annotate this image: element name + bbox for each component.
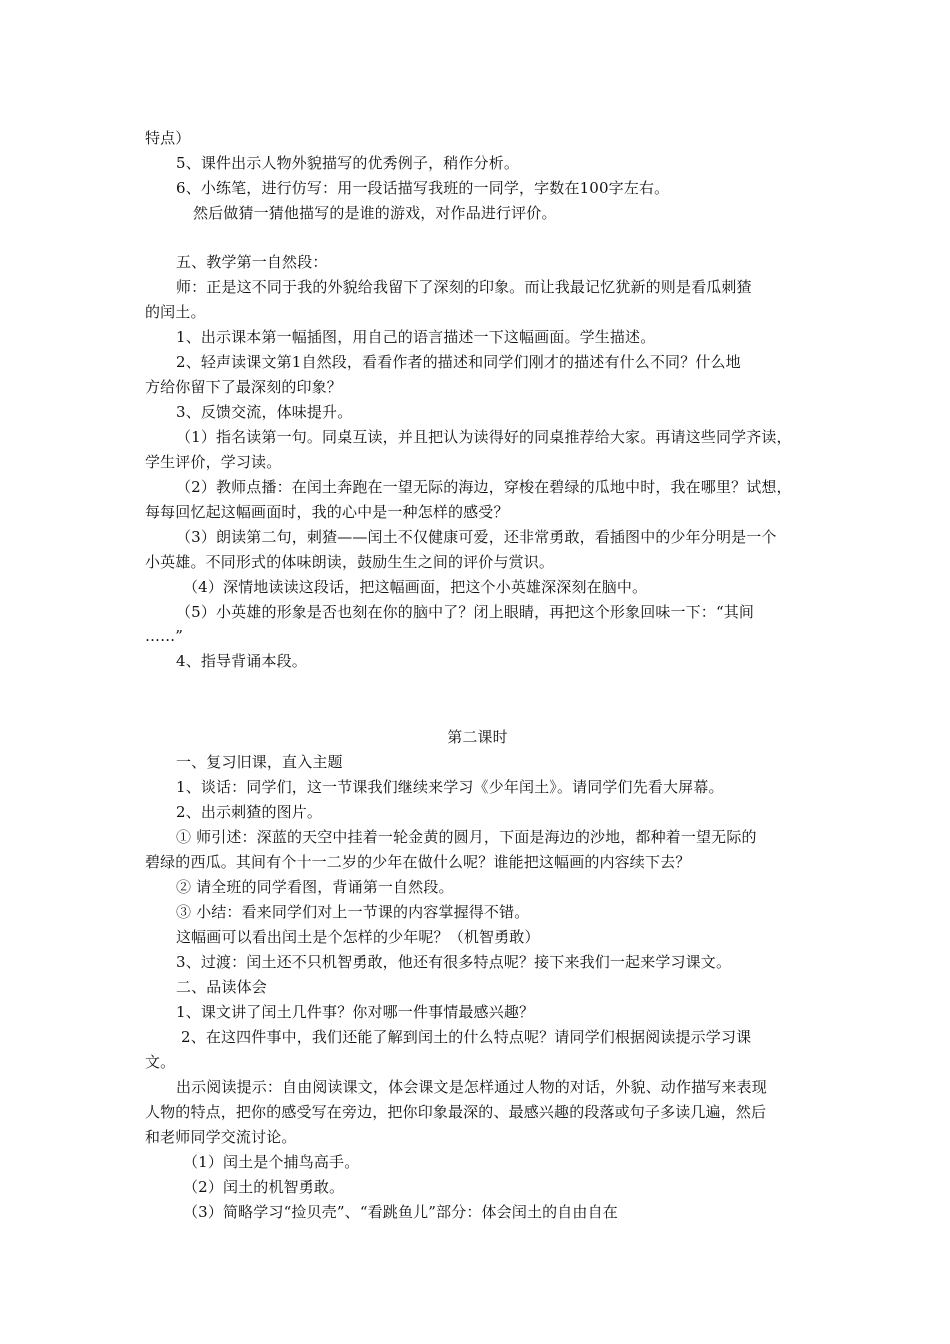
text-line: 的闰土。 (145, 303, 206, 321)
text-line: ③ 小结：看来同学们对上一节课的内容掌握得不错。 (176, 903, 530, 921)
text-line: 1、出示课本第一幅插图，用自己的语言描述一下这幅画面。学生描述。 (176, 328, 656, 346)
text-line: 2、在这四件事中，我们还能了解到闰土的什么特点呢？请同学们根据阅读提示学习课 (181, 1028, 752, 1046)
lesson-title: 第二课时 (447, 728, 508, 746)
text-line: 碧绿的西瓜。其间有个十一二岁的少年在做什么呢？谁能把这幅画的内容续下去？ (145, 853, 691, 871)
text-line: 方给你留下了最深刻的印象？ (145, 378, 342, 396)
text-line: 2、出示刺猹的图片。 (176, 803, 323, 821)
text-line: ① 师引述：深蓝的天空中挂着一轮金黄的圆月，下面是海边的沙地，都种着一望无际的 (176, 828, 757, 846)
text-line: （2）教师点播：在闰土奔跑在一望无际的海边，穿梭在碧绿的瓜地中时，我在哪里？试想， (176, 478, 792, 496)
text-line: 和老师同学交流讨论。 (145, 1128, 297, 1146)
text-line: 人物的特点，把你的感受写在旁边，把你印象最深的、最感兴趣的段落或句子多读几遍，然后 (145, 1103, 767, 1121)
section-heading: 一、复习旧课，直入主题 (176, 753, 343, 771)
text-line: 3、过渡：闰土还不只机智勇敢，他还有很多特点呢？接下来我们一起来学习课文。 (176, 953, 732, 971)
text-line: （3）简略学习“捡贝壳”、“看跳鱼儿”部分：体会闰土的自由自在 (183, 1203, 618, 1221)
text-line: 特点） (145, 129, 191, 147)
text-line: 6、小练笔，进行仿写：用一段话描写我班的一同学，字数在100字左右。 (176, 179, 670, 197)
text-line: 1、谈话：同学们，这一节课我们继续来学习《少年闰土》。请同学们先看大屏幕。 (176, 778, 724, 796)
text-line: 学生评价，学习读。 (145, 453, 282, 471)
text-line: 这幅画可以看出闰土是个怎样的少年呢？（机智勇敢） (176, 928, 540, 946)
text-line: 每每回忆起这幅画面时，我的心中是一种怎样的感受？ (145, 503, 509, 521)
text-line: （4）深情地读读这段话，把这幅画面，把这个小英雄深深刻在脑中。 (183, 578, 648, 596)
text-line: （1）闰土是个捕鸟高手。 (183, 1153, 360, 1171)
text-line: （5）小英雄的形象是否也刻在你的脑中了？闭上眼睛，再把这个形象回味一下：“其间 (176, 603, 755, 621)
text-line: （1）指名读第一句。同桌互读，并且把认为读得好的同桌推荐给大家。再请这些同学齐读， (176, 428, 792, 446)
text-line: 出示阅读提示：自由阅读课文，体会课文是怎样通过人物的对话，外貌、动作描写来表现 (176, 1078, 767, 1096)
text-line: 师：正是这不同于我的外貌给我留下了深刻的印象。而让我最记忆犹新的则是看瓜刺猹 (176, 278, 752, 296)
text-line: 小英雄。不同形式的体味朗读，鼓励生生之间的评价与赏识。 (145, 553, 555, 571)
text-line: 4、指导背诵本段。 (176, 652, 307, 670)
text-line: （3）朗读第二句，刺猹——闰土不仅健康可爱，还非常勇敢，看插图中的少年分明是一个 (176, 528, 777, 546)
text-line: （2）闰土的机智勇敢。 (183, 1178, 345, 1196)
text-line: 然后做猜一猜他描写的是谁的游戏，对作品进行评价。 (193, 204, 557, 222)
text-line: 文。 (145, 1053, 176, 1071)
text-line: 3、反馈交流，体味提升。 (176, 403, 353, 421)
section-heading: 二、品读体会 (176, 978, 267, 996)
text-line: 1、课文讲了闰土几件事？你对哪一件事情最感兴趣？ (176, 1003, 535, 1021)
text-line: ② 请全班的同学看图，背诵第一自然段。 (176, 878, 454, 896)
text-line: ……” (145, 627, 184, 645)
text-line: 5、课件出示人物外貌描写的优秀例子，稍作分析。 (176, 154, 519, 172)
section-heading: 五、教学第一自然段： (176, 253, 328, 271)
text-line: 2、轻声读课文第1自然段，看看作者的描述和同学们刚才的描述有什么不同？什么地 (176, 353, 741, 371)
